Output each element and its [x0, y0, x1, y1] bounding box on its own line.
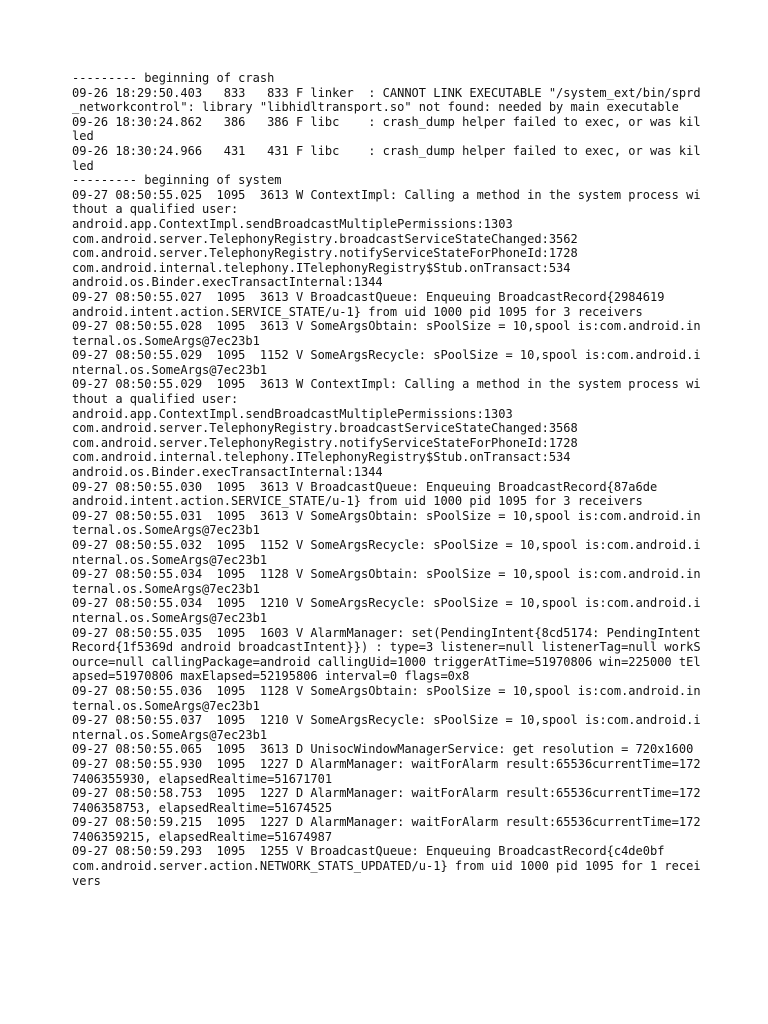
log-line: android.app.ContextImpl.sendBroadcastMultiplePermissions:1303 [72, 216, 513, 231]
log-line: 09-27 08:50:55.028 1095 3613 V SomeArgsObtain: sPoolSize = 10,spool is:com.android.internal.os.SomeArgs@7ec23b1 [72, 319, 701, 348]
log-line: 09-27 08:50:55.029 1095 3613 W ContextImpl: Calling a method in the system process without a qualified user: [72, 377, 701, 407]
log-line: 09-27 08:50:55.034 1095 1128 V SomeArgsObtain: sPoolSize = 10,spool is:com.android.internal.os.SomeArgs@7ec23b1 [72, 567, 701, 596]
log-line: android.intent.action.SERVICE_STATE/u-1} from uid 1000 pid 1095 for 3 receivers [72, 494, 643, 509]
log-line: 09-27 08:50:55.037 1095 1210 V SomeArgsRecycle: sPoolSize = 10,spool is:com.android.internal.os.SomeArgs@7ec23b1 [72, 713, 701, 742]
log-line: 09-26 18:30:24.966 431 431 F libc : crash_dump helper failed to exec, or was killed [72, 143, 701, 173]
log-line: com.android.server.TelephonyRegistry.broadcastServiceStateChanged:3562 [72, 231, 578, 246]
log-line: 09-27 08:50:55.031 1095 3613 V SomeArgsObtain: sPoolSize = 10,spool is:com.android.internal.os.SomeArgs@7ec23b1 [72, 508, 701, 538]
log-line: 09-27 08:50:59.215 1095 1227 D AlarmManager: waitForAlarm result:65536currentTime=1727406359215, elapsedRealtime=51674987 [72, 815, 701, 844]
log-line: 09-27 08:50:55.034 1095 1210 V SomeArgsRecycle: sPoolSize = 10,spool is:com.android.internal.os.SomeArgs@7ec23b1 [72, 596, 701, 625]
log-line: 09-26 18:30:24.862 386 386 F libc : crash_dump helper failed to exec, or was killed [72, 114, 701, 144]
log-line: android.app.ContextImpl.sendBroadcastMultiplePermissions:1303 [72, 406, 513, 421]
log-line: --------- beginning of crash [72, 71, 275, 85]
log-line: com.android.server.action.NETWORK_STATS_UPDATED/u-1} from uid 1000 pid 1095 for 1 receivers [72, 859, 701, 888]
log-line: --------- beginning of system [72, 173, 282, 188]
log-line: android.intent.action.SERVICE_STATE/u-1} from uid 1000 pid 1095 for 3 receivers [72, 304, 643, 319]
log-line: 09-27 08:50:58.753 1095 1227 D AlarmManager: waitForAlarm result:65536currentTime=1727406358753, elapsedRealtime=51674525 [72, 786, 701, 815]
log-line: com.android.server.TelephonyRegistry.notifyServiceStateForPhoneId:1728 [72, 246, 578, 261]
log-line: com.android.server.TelephonyRegistry.notifyServiceStateForPhoneId:1728 [72, 435, 578, 450]
log-line: 09-26 18:29:50.403 833 833 F linker : CANNOT LINK EXECUTABLE "/system_ext/bin/sprd_networkcontrol": library "libhidltransport.so" not found: needed by main executable [72, 85, 701, 115]
log-line: 09-27 08:50:55.065 1095 3613 D UnisocWindowManagerService: get resolution = 720x1600 [72, 742, 694, 757]
log-line: android.os.Binder.execTransactInternal:1344 [72, 275, 383, 290]
log-line: 09-27 08:50:55.025 1095 3613 W ContextImpl: Calling a method in the system process without a qualified user: [72, 187, 701, 217]
log-line: 09-27 08:50:55.030 1095 3613 V BroadcastQueue: Enqueuing BroadcastRecord{87a6de [72, 479, 658, 494]
log-line: 09-27 08:50:55.035 1095 1603 V AlarmManager: set(PendingIntent{8cd5174: PendingIntentRecord{1f5369d android broadcastIntent}}) : type=3 listener=null listenerTag=null workSource=null callingPackage=android callingUid=1000 triggerAtTime=51970806 win=225000 tElapsed=51970806 maxElapsed=52195806 interval=0 flags=0x8 [72, 625, 701, 684]
log-line: 09-27 08:50:55.032 1095 1152 V SomeArgsRecycle: sPoolSize = 10,spool is:com.android.internal.os.SomeArgs@7ec23b1 [72, 538, 701, 567]
log-line: 09-27 08:50:55.029 1095 1152 V SomeArgsRecycle: sPoolSize = 10,spool is:com.android.internal.os.SomeArgs@7ec23b1 [72, 348, 701, 377]
log-line: com.android.server.TelephonyRegistry.broadcastServiceStateChanged:3568 [72, 421, 578, 436]
log-line: 09-27 08:50:55.027 1095 3613 V BroadcastQueue: Enqueuing BroadcastRecord{2984619 [72, 289, 665, 304]
log-line: 09-27 08:50:59.293 1095 1255 V BroadcastQueue: Enqueuing BroadcastRecord{c4de0bf [72, 844, 665, 859]
log-line: com.android.internal.telephony.ITelephonyRegistry$Stub.onTransact:534 [72, 260, 571, 275]
log-line: com.android.internal.telephony.ITelephonyRegistry$Stub.onTransact:534 [72, 450, 571, 465]
log-text-block [72, 71, 702, 888]
log-line: android.os.Binder.execTransactInternal:1344 [72, 465, 383, 480]
log-line: 09-27 08:50:55.036 1095 1128 V SomeArgsObtain: sPoolSize = 10,spool is:com.android.internal.os.SomeArgs@7ec23b1 [72, 683, 701, 713]
log-line: 09-27 08:50:55.930 1095 1227 D AlarmManager: waitForAlarm result:65536currentTime=1727406355930, elapsedRealtime=51671701 [72, 756, 701, 786]
